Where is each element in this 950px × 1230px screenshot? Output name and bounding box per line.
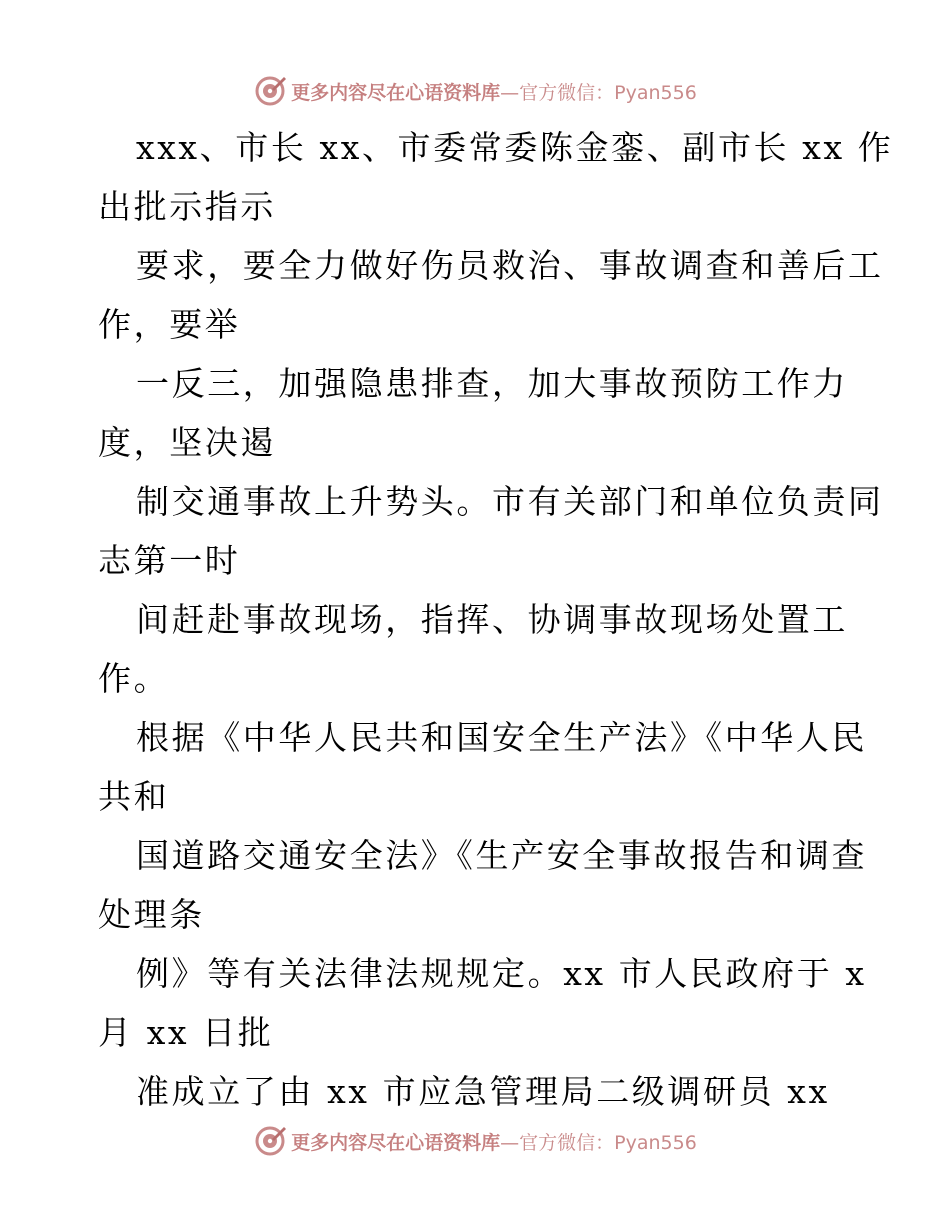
text-line: 国道路交通安全法》《生产安全事故报告和调查 bbox=[136, 836, 868, 875]
watermark-text: 更多内容尽在心语资料库—官方微信：Pyan556 bbox=[291, 1131, 697, 1154]
footer-watermark bbox=[0, 1121, 950, 1161]
text-line: 要求，要全力做好伤员救治、事故调查和善后工 bbox=[136, 246, 884, 285]
text-line: 作，要举 bbox=[98, 305, 241, 344]
text-line: 月 xx 日批 bbox=[98, 1013, 274, 1052]
text-line: 准成立了由 xx 市应急管理局二级调研员 xx bbox=[136, 1072, 830, 1111]
pen-nib-seal-icon bbox=[253, 74, 287, 108]
text-line: 根据《中华人民共和国安全生产法》《中华人民 bbox=[136, 718, 868, 757]
watermark-text: 更多内容尽在心语资料库—官方微信：Pyan556 bbox=[291, 81, 697, 104]
text-line: 志第一时 bbox=[98, 541, 241, 580]
text-line: 作。 bbox=[98, 659, 170, 698]
text-line: xxx、市长 xx、市委常委陈金銮、副市长 xx 作 bbox=[136, 128, 894, 167]
text-line: 间赶赴事故现场，指挥、协调事故现场处置工 bbox=[136, 600, 848, 639]
document-body bbox=[98, 118, 894, 1121]
text-line: 度，坚决遏 bbox=[98, 423, 276, 462]
text-line: 制交通事故上升势头。市有关部门和单位负责同 bbox=[136, 482, 884, 521]
header-watermark bbox=[0, 71, 950, 111]
text-line: 出批示指示 bbox=[98, 187, 276, 226]
text-line: 例》等有关法律法规规定。xx 市人民政府于 x bbox=[136, 954, 867, 993]
text-line: 一反三，加强隐患排查，加大事故预防工作力 bbox=[136, 364, 848, 403]
pen-nib-seal-icon bbox=[253, 1124, 287, 1158]
text-line: 处理条 bbox=[98, 895, 205, 934]
text-line: 共和 bbox=[98, 777, 170, 816]
